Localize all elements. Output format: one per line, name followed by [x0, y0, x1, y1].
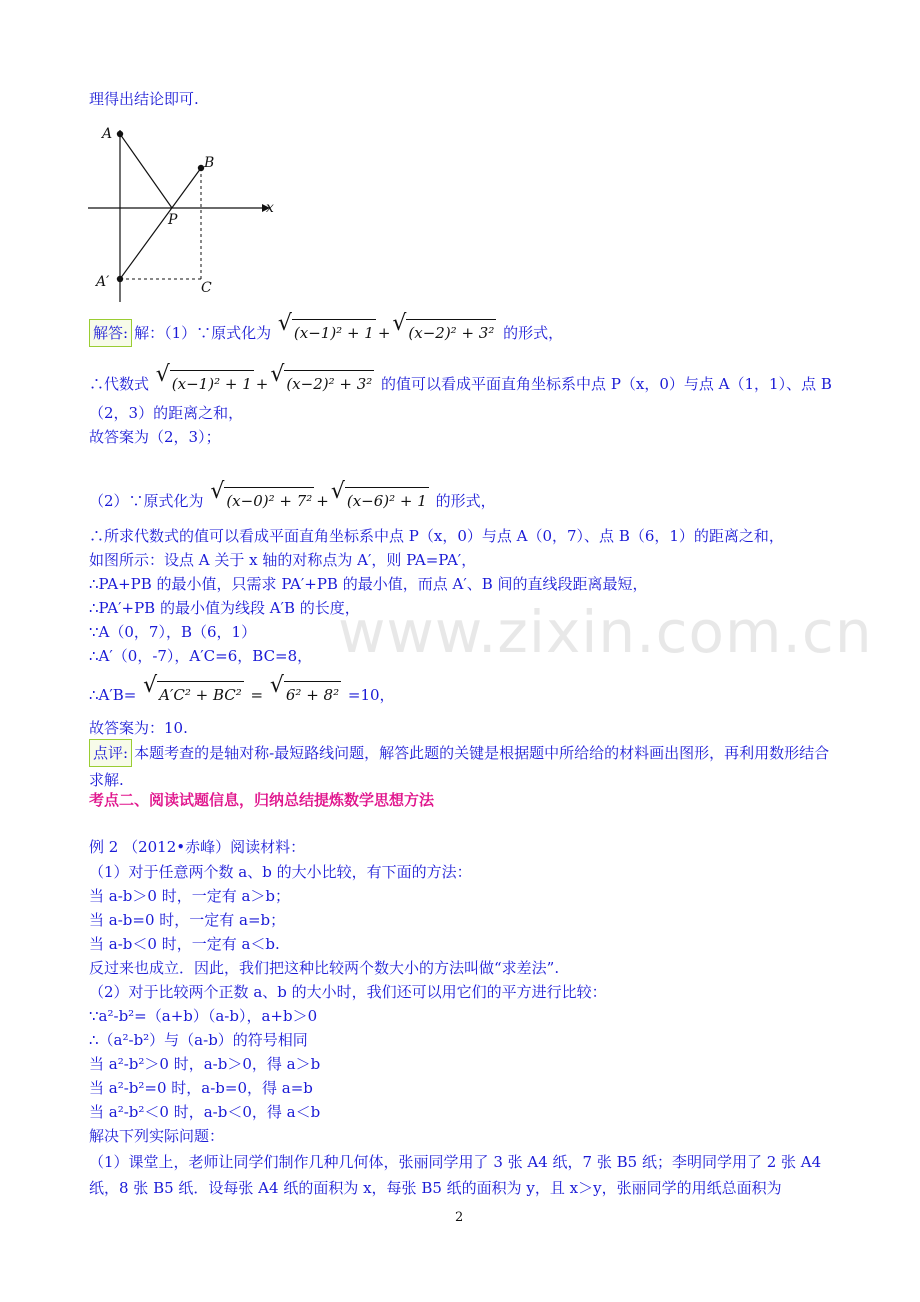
text-line: ∵A（0，7），B（6，1）	[89, 623, 257, 641]
text-line: 理得出结论即可.	[89, 90, 199, 108]
label-C: C	[201, 280, 212, 296]
text-line: （2，3）的距离之和，	[89, 404, 244, 422]
text-line: 当 a²-b²=0 时，a-b=0，得 a=b	[89, 1079, 313, 1097]
text-line: 当 a-b＜0 时，一定有 a＜b.	[89, 935, 280, 953]
comment-tag: 点评:	[89, 739, 132, 767]
comment-paragraph: 点评: 本题考查的是轴对称-最短路线问题，解答此题的关键是根据题中所给给的材料画出图形，再利用数形结合求解.	[89, 739, 835, 793]
text-line: 当 a²-b²＜0 时，a-b＜0，得 a＜b	[89, 1103, 321, 1121]
text-line: 如图所示：设点 A 关于 x 轴的对称点为 A′，则 PA=PA′，	[89, 551, 477, 569]
section-heading: 考点二、阅读试题信息，归纳总结提炼数学思想方法	[89, 791, 435, 809]
label-A: A	[102, 126, 113, 142]
page-number: 2	[455, 1210, 464, 1225]
text-line: 当 a²-b²＞0 时，a-b＞0，得 a＞b	[89, 1055, 321, 1073]
text-line: 故答案为：10.	[89, 719, 188, 737]
text-line: （2）对于比较两个正数 a、b 的大小时，我们还可以用它们的平方进行比较：	[89, 983, 607, 1001]
text-line: 故答案为（2，3）；	[89, 428, 221, 446]
text-line: 当 a-b＞0 时，一定有 a＞b；	[89, 887, 291, 905]
label-x: x	[266, 200, 274, 216]
point-Ap	[117, 276, 123, 282]
formula: √ A′C² + BC² = √ 6² + 8²	[141, 686, 348, 704]
text-line: ∴PA′+PB 的最小值为线段 A′B 的长度，	[89, 599, 360, 617]
answer-tag: 解答:	[89, 319, 132, 347]
text-line: 当 a-b=0 时，一定有 a=b；	[89, 911, 286, 929]
text-line: ∴A′（0，-7），A′C=6，BC=8，	[89, 647, 313, 665]
formula: √ (x−0)² + 7² +√ (x−6)² + 1	[208, 492, 435, 510]
point-A	[117, 131, 123, 137]
text-line: 解决下列实际问题：	[89, 1127, 225, 1145]
formula: √ (x−1)² + 1 +√ (x−2)² + 3²	[154, 375, 381, 393]
coordinate-figure	[84, 120, 284, 320]
text-line: （2）∵原式化为 √ (x−0)² + 7² +√ (x−6)² + 1 的形式，	[89, 487, 835, 512]
text-line: ∴（a²-b²）与（a-b）的符号相同	[89, 1031, 308, 1049]
segment-ApB	[120, 168, 201, 279]
formula: √ (x−1)² + 1 +√ (x−2)² + 3²	[276, 324, 503, 342]
text-line: ∴代数式 √ (x−1)² + 1 +√ (x−2)² + 3² 的值可以看成平面直角坐标系中点 P（x，0）与点 A（1，1）、点 B	[89, 370, 835, 395]
text-line: 反过来也成立．因此，我们把这种比较两个数大小的方法叫做“求差法”.	[89, 959, 560, 977]
text-line: ∴所求代数式的值可以看成平面直角坐标系中点 P（x，0）与点 A（0，7）、点 B（6，1）的距离之和，	[89, 527, 784, 545]
text-paragraph: （1）课堂上，老师让同学们制作几种几何体，张丽同学用了 3 张 A4 纸，7 张 B5 纸；李明同学用了 2 张 A4 纸，8 张 B5 纸．设每张 A4 纸的面积为 x，每张 B5 纸的面积为 y，且 x＞y，张丽同学的用纸总面积为	[89, 1153, 822, 1197]
label-P: P	[168, 212, 178, 228]
segment-AP	[120, 134, 172, 208]
text-line: （1）对于任意两个数 a、b 的大小比较，有下面的方法：	[89, 863, 472, 881]
label-Ap: A′	[96, 274, 110, 290]
watermark: www.zixin.com.cn	[338, 598, 873, 666]
text-line: 解答: 解：（1）∵原式化为 √ (x−1)² + 1 +√ (x−2)² + 3² 的形式，	[89, 319, 835, 347]
text-line: ∵a²-b²=（a+b）（a-b），a+b＞0	[89, 1007, 318, 1025]
text-line: 例 2 （2012•赤峰）阅读材料：	[89, 838, 306, 856]
label-B: B	[204, 155, 215, 171]
text-line: ∴A′B= √ A′C² + BC² = √ 6² + 8² =10，	[89, 681, 835, 706]
text-line: ∴PA+PB 的最小值，只需求 PA′+PB 的最小值，而点 A′、B 间的直线段距离最短，	[89, 575, 648, 593]
